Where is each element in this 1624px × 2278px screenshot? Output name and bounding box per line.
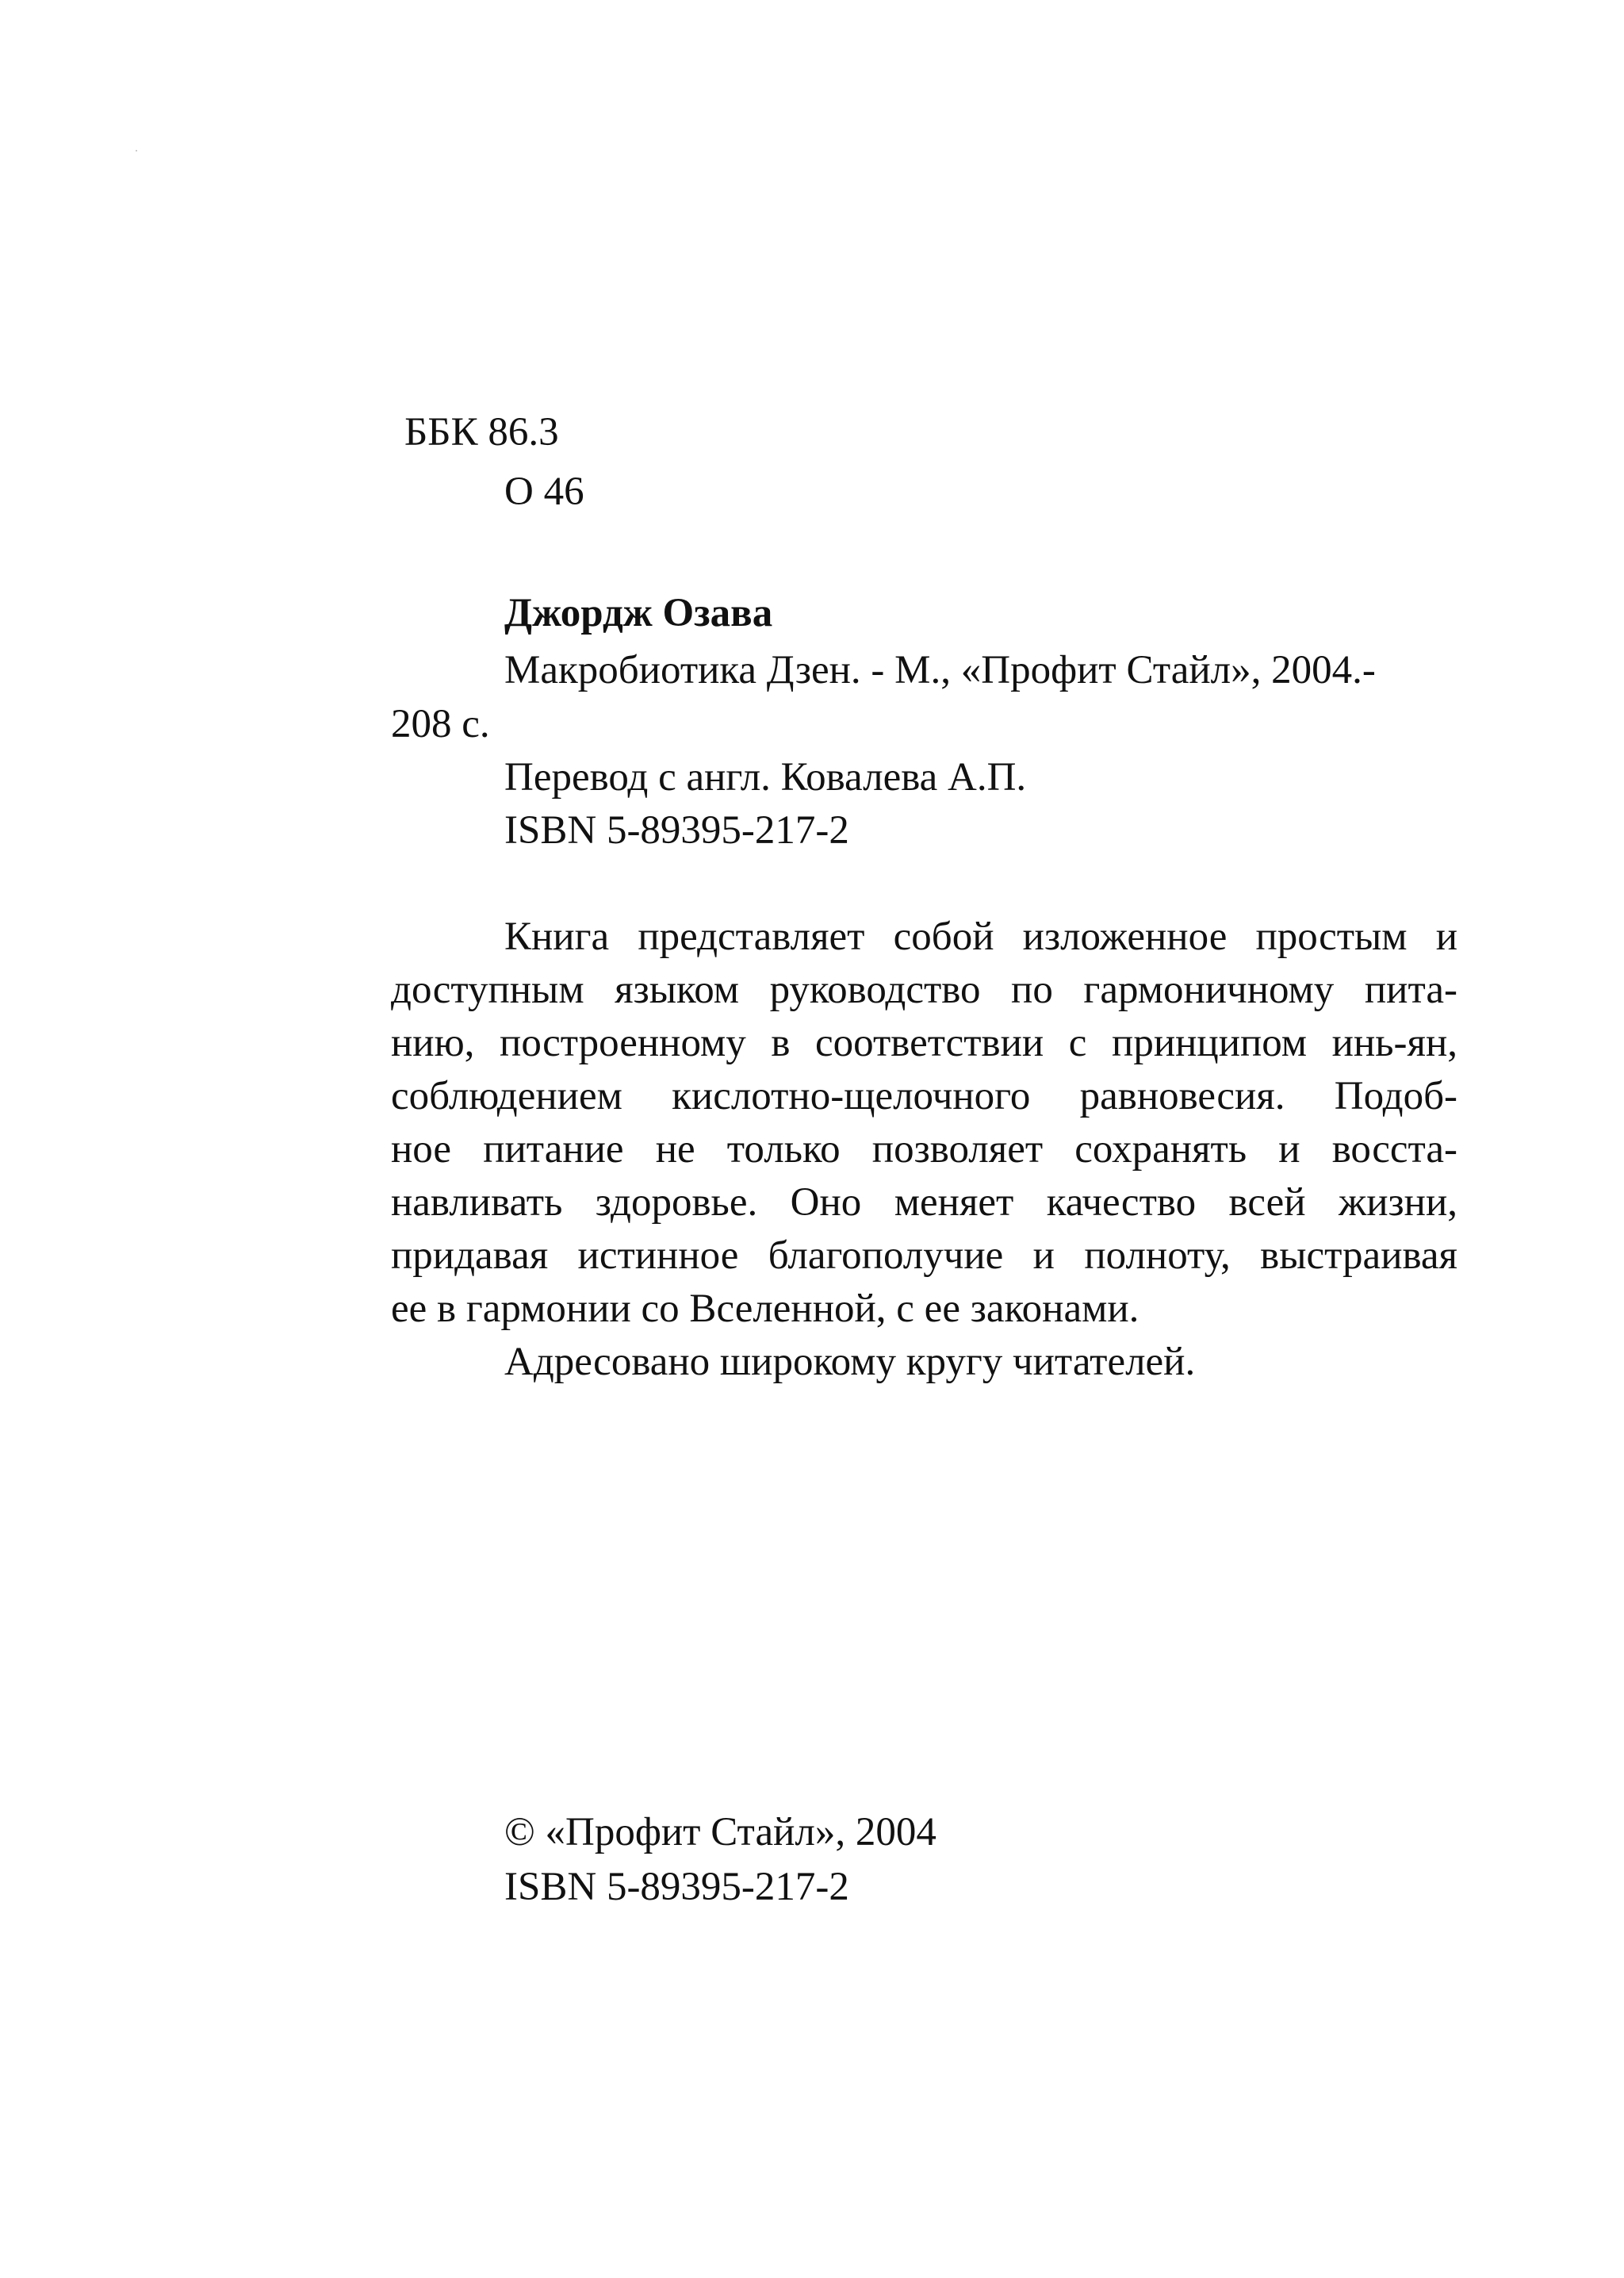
isbn-top: ISBN 5-89395-217-2 [504, 808, 849, 853]
annotation-line: нию, построенному в соответствии с принципом инь-ян, [391, 1021, 1457, 1065]
bbk-code: ББК 86.3 [404, 410, 559, 454]
audience-note: Адресовано широкому кругу читателей. [504, 1340, 1196, 1384]
isbn-bottom: ISBN 5-89395-217-2 [504, 1865, 849, 1909]
imprint-line-2: 208 с. [391, 702, 490, 746]
annotation-line: ее в гармонии со Вселенной, с ее законами. [391, 1287, 1139, 1331]
author-name: Джордж Озава [504, 591, 773, 635]
copyright-notice: © «Профит Стайл», 2004 [504, 1810, 936, 1854]
annotation-line: доступным языком руководство по гармоничному пита- [391, 968, 1457, 1012]
translation-note: Перевод с англ. Ковалева А.П. [504, 755, 1027, 800]
annotation-line: навливать здоровье. Оно меняет качество всей жизни, [391, 1180, 1457, 1225]
annotation-line: ное питание не только позволяет сохранять и восста- [391, 1127, 1457, 1172]
annotation-line: Книга представляет собой изложенное простым и [504, 915, 1457, 959]
imprint-line-1: Макробиотика Дзен. - М., «Профит Стайл», 2004.- [504, 648, 1376, 692]
annotation-line: соблюдением кислотно-щелочного равновесия. Подоб- [391, 1074, 1457, 1118]
annotation-line: придавая истинное благополучие и полноту, выстраивая [391, 1233, 1457, 1278]
scan-speck [136, 150, 137, 151]
annotation [391, 911, 1457, 1389]
author-mark: О 46 [504, 470, 584, 514]
